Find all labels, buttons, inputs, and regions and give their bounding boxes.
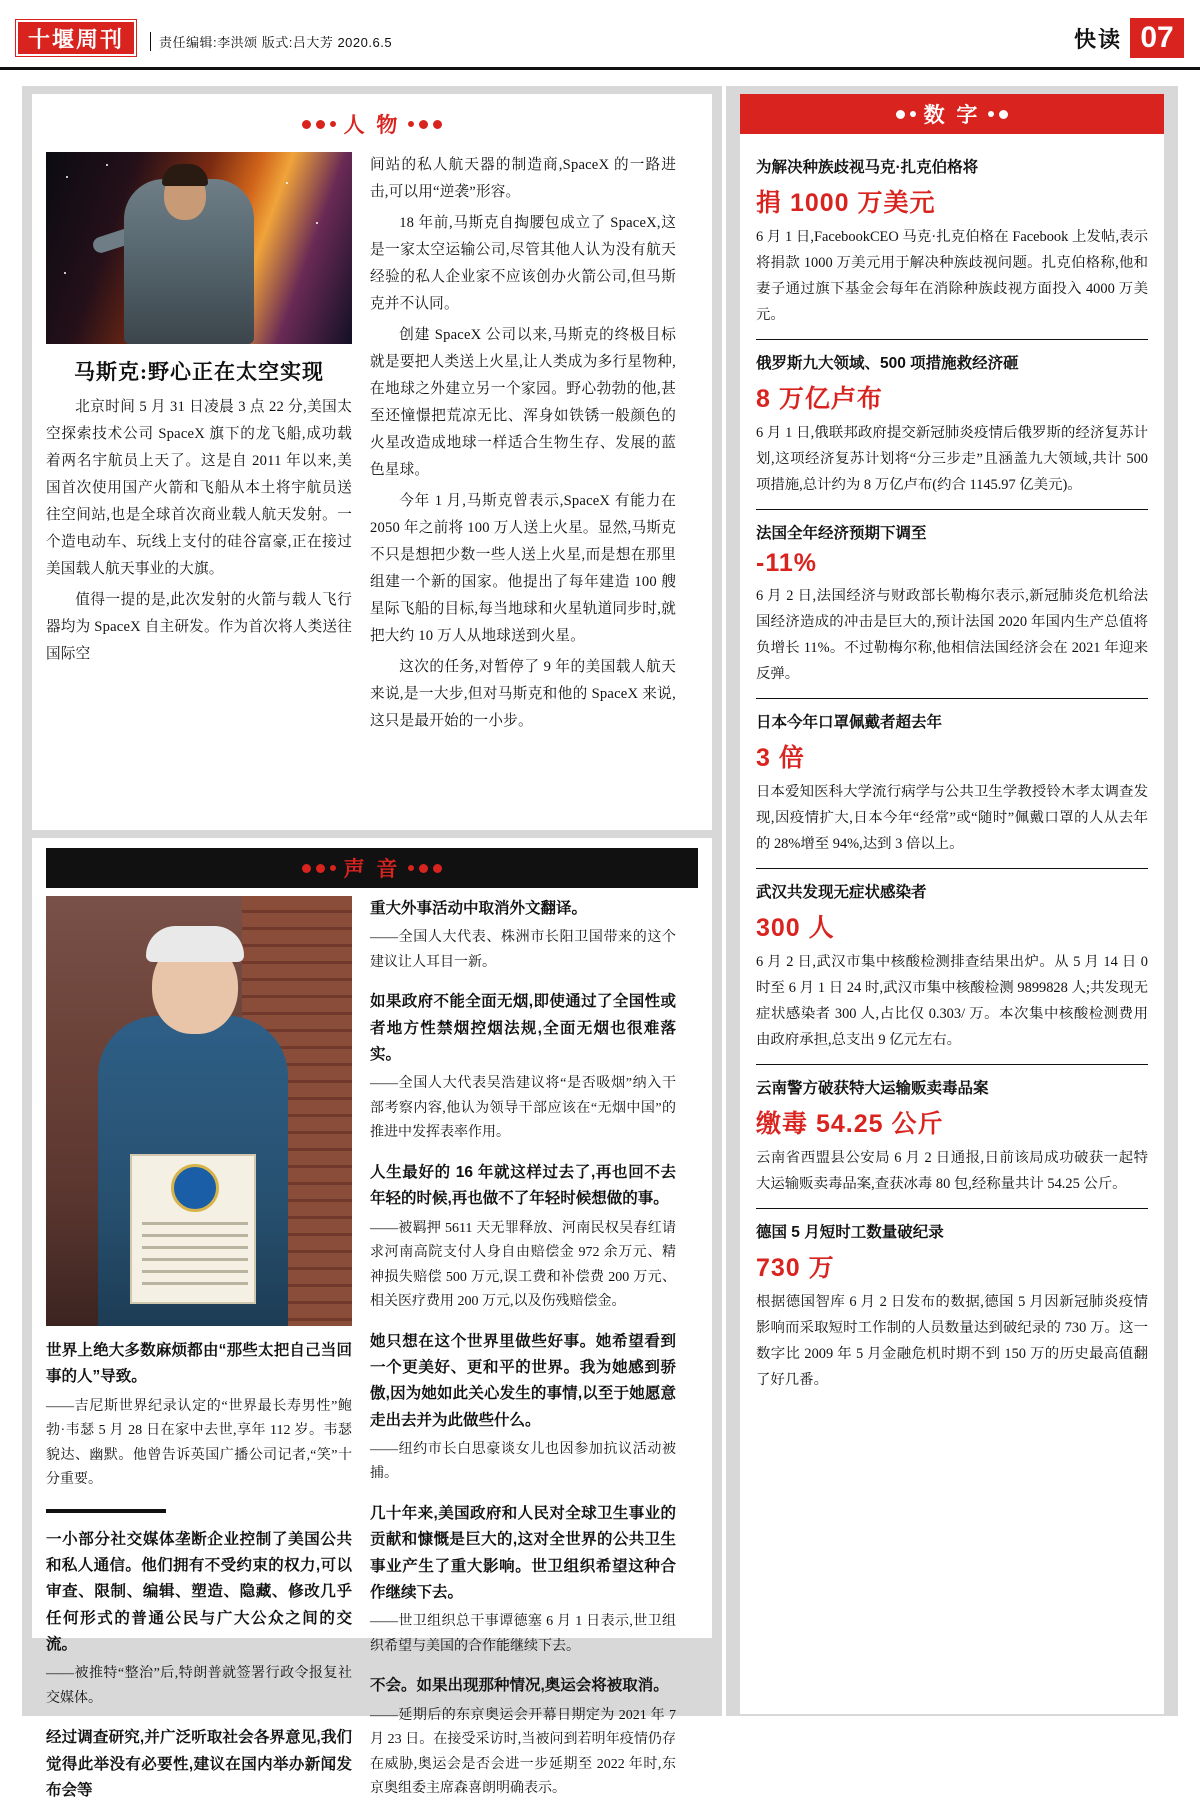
people-banner bbox=[46, 104, 698, 144]
people-paragraph: 间站的私人航天器的制造商,SpaceX 的一路进击,可以用“逆袭”形容。 bbox=[370, 157, 676, 200]
photo-hair bbox=[146, 926, 244, 962]
number-body: 日本爱知医科大学流行病学与公共卫生学教授铃木孝太调查发现,因疫情扩大,日本今年“经常”或“随时”佩戴口罩的人从去年的 28%增至 94%,达到 3 倍以上。 bbox=[756, 784, 1148, 852]
voice-banner-label: 声 音 bbox=[343, 858, 401, 881]
quote-source: ——世卫组织总干事谭德塞 6 月 1 日表示,世卫组织希望与美国的合作能继续下去。 bbox=[370, 1614, 676, 1654]
quote-text: 如果政府不能全面无烟,即使通过了全国性或者地方性禁烟控烟法规,全面无烟也很难落实。 bbox=[370, 993, 676, 1064]
number-headline: 为解决种族歧视马克·扎克伯格将 bbox=[756, 159, 979, 176]
number-body: 6 月 2 日,武汉市集中核酸检测排查结果出炉。从 5 月 14 日 0 时至 6 月 1 日 24 时,武汉市集中核酸检测 9899828 人;共发现无症状感染者 300 人,占比仅 0.303/ 万。本次集中核酸检测费用由政府承担,总支出 9 亿元左右。 bbox=[756, 954, 1148, 1048]
people-article bbox=[32, 94, 712, 830]
people-paragraph: 这次的任务,对暂停了 9 年的美国载人航天来说,是一大步,但对马斯克和他的 SpaceX 来说,这只是最开始的一小步。 bbox=[370, 658, 676, 729]
voice-col-right bbox=[370, 896, 676, 1818]
photo-hair bbox=[162, 164, 208, 186]
quote-text: 不会。如果出现那种情况,奥运会将被取消。 bbox=[370, 1677, 669, 1695]
editor-credits: 责任编辑:李洪颂 版式:吕大芳 2020.6.5 bbox=[150, 32, 392, 51]
number-item bbox=[756, 869, 1148, 1065]
quote-block bbox=[370, 896, 676, 975]
masthead-right bbox=[1074, 18, 1184, 58]
oldest-man-photo bbox=[46, 896, 352, 1326]
quote-block bbox=[370, 1329, 676, 1487]
numbers-panel bbox=[740, 134, 1164, 1714]
number-body: 根据德国智库 6 月 2 日发布的数据,德国 5 月因新冠肺炎疫情影响而采取短时工作制的人员数量达到破纪录的 730 万。这一数字比 2009 年 5 月金融危机时期不到 150 万的历史最高值翻了好几番。 bbox=[756, 1294, 1148, 1388]
numbers-banner bbox=[740, 94, 1164, 134]
number-headline: 法国全年经济预期下调至 bbox=[756, 524, 927, 542]
number-headline: 德国 5 月短时工数量破纪录 bbox=[756, 1223, 944, 1241]
masthead bbox=[0, 0, 1200, 70]
page-body bbox=[22, 86, 1178, 1800]
quote-text: 世界上绝大多数麻烦都由“那些太把自己当回事的人”导致。 bbox=[46, 1342, 352, 1386]
banner-dots-right bbox=[408, 120, 442, 129]
page-number: 07 bbox=[1130, 18, 1184, 58]
number-item bbox=[756, 510, 1148, 699]
banner-dots-left bbox=[302, 864, 336, 873]
people-col-right bbox=[370, 152, 676, 739]
quote-source: ——被羁押 5611 天无罪释放、河南民权吴春红请求河南高院支付人身自由赔偿金 972 余万元、精神损失赔偿 500 万元,误工费和补偿费 200 万元、相关医疗费用 200 万元,以及伤残赔偿金。 bbox=[370, 1220, 676, 1310]
banner-dots-left bbox=[302, 120, 336, 129]
quote-block bbox=[46, 1338, 352, 1493]
number-headline: 日本今年口罩佩戴者超去年 bbox=[756, 713, 943, 731]
people-paragraph: 18 年前,马斯克自掏腰包成立了 SpaceX,这是一家太空运输公司,尽管其他人认为没有航天经验的私人企业家不应该创办火箭公司,但马斯克并不认同。 bbox=[370, 214, 676, 312]
number-item bbox=[756, 340, 1148, 510]
number-headline: 云南警方破获特大运输贩卖毒品案 bbox=[756, 1079, 989, 1097]
number-item bbox=[756, 699, 1148, 869]
quote-block bbox=[370, 1160, 676, 1315]
certificate-seal bbox=[171, 1164, 219, 1212]
quote-block bbox=[370, 1501, 676, 1659]
number-item bbox=[756, 144, 1148, 340]
number-value: 缴毒 54.25 公斤 bbox=[756, 1110, 944, 1139]
quote-text: 经过调查研究,并广泛听取社会各界意见,我们觉得此举没有必要性,建议在国内举办新闻发布会等 bbox=[46, 1729, 352, 1800]
number-body: 6 月 2 日,法国经济与财政部长勒梅尔表示,新冠肺炎危机给法国经济造成的冲击是巨大的,预计法国 2020 年国内生产总值将负增长 11%。不过勒梅尔称,他相信法国经济会在 2021 年迎来反弹。 bbox=[756, 588, 1148, 682]
voice-col-left bbox=[46, 896, 352, 1818]
musk-photo bbox=[46, 152, 352, 344]
quote-block bbox=[370, 1673, 676, 1801]
banner-dots-right bbox=[408, 864, 442, 873]
people-headline: 马斯克:野心正在太空实现 bbox=[74, 360, 324, 384]
quote-block bbox=[46, 1527, 352, 1712]
banner-dots-left bbox=[896, 110, 916, 119]
quote-text: 她只想在这个世界里做些好事。她希望看到一个更美好、更和平的世界。我为她感到骄傲,因为她如此关心发生的事情,以至于她愿意走出去并为此做些什么。 bbox=[370, 1332, 676, 1429]
people-paragraph: 北京时间 5 月 31 日凌晨 3 点 22 分,美国太空探索技术公司 SpaceX 旗下的龙飞船,成功载着两名宇航员上天了。这是自 2011 年以来,美国首次使用国产火箭和飞船从本土将宇航员送往空间站,也是全球首次商业载人航天发射。一个造电动车、玩线上支付的硅谷富豪,正在接过美国载人航天事业的大旗。 bbox=[46, 399, 352, 577]
people-columns bbox=[46, 152, 698, 739]
photo-certificate bbox=[130, 1154, 256, 1304]
people-paragraph: 创建 SpaceX 公司以来,马斯克的终极目标就是要把人类送上火星,让人类成为多行星物种,在地球之外建立另一个家园。野心勃勃的他,甚至还憧憬把荒凉无比、浑身如铁锈一般颜色的火星改造成地球一样适合生物生存、发展的蓝色星球。 bbox=[370, 326, 676, 478]
numbers-banner-label: 数 字 bbox=[923, 104, 981, 127]
voice-article bbox=[32, 838, 712, 1800]
people-paragraph: 值得一提的是,此次发射的火箭与载人飞行器均为 SpaceX 自主研发。作为首次将人类送往国际空 bbox=[46, 591, 352, 662]
quote-source: ——吉尼斯世界纪录认定的“世界最长寿男性”鲍勃·韦瑟 5 月 28 日在家中去世,享年 112 岁。韦瑟貌达、幽默。他曾告诉英国广播公司记者,“笑”十分重要。 bbox=[46, 1398, 352, 1488]
quote-block bbox=[370, 989, 676, 1146]
number-value: 730 万 bbox=[756, 1254, 835, 1283]
number-body: 6 月 1 日,FacebookCEO 马克·扎克伯格在 Facebook 上发帖,表示将捐款 1000 万美元用于解决种族歧视问题。扎克伯格称,他和妻子通过旗下基金会每年在消除种族歧视方面投入 4000 万美元。 bbox=[756, 229, 1148, 324]
voice-banner bbox=[46, 848, 698, 888]
number-value: -11% bbox=[756, 549, 817, 578]
quote-source: ——延期后的东京奥运会开幕日期定为 2021 年 7 月 23 日。在接受采访时,当被问到若明年疫情仍存在威胁,奥运会是否会进一步延期至 2022 年时,东京奥组委主席森喜朗明确表示。 bbox=[370, 1707, 676, 1797]
quote-source: ——被推特“整治”后,特朗普就签署行政令报复社交媒体。 bbox=[46, 1666, 352, 1706]
left-column bbox=[22, 86, 722, 1800]
section-name: 快读 bbox=[1073, 26, 1122, 52]
quote-text: 人生最好的 16 年就这样过去了,再也回不去年轻的时候,再也做不了年轻时候想做的事。 bbox=[370, 1163, 676, 1208]
quote-text: 几十年来,美国政府和人民对全球卫生事业的贡献和慷慨是巨大的,这对全世界的公共卫生事业产生了重大影响。世卫组织希望这种合作继续下去。 bbox=[370, 1504, 676, 1601]
people-paragraph: 今年 1 月,马斯克曾表示,SpaceX 有能力在 2050 年之前将 100 万人送上火星。显然,马斯克不只是想把少数一些人送上火星,而是想在那里组建一个新的国家。他提出了每年建造 100 艘星际飞船的目标,每当地球和火星轨道同步时,就把大约 10 万人从地球送到火星。 bbox=[370, 492, 676, 644]
people-col-left bbox=[46, 152, 352, 739]
number-value: 捐 1000 万美元 bbox=[756, 189, 936, 218]
quote-text: 一小部分社交媒体垄断企业控制了美国公共和私人通信。他们拥有不受约束的权力,可以审查、限制、编辑、塑造、隐藏、修改几乎任何形式的普通公民与广大公众之间的交流。 bbox=[46, 1530, 352, 1654]
divider bbox=[46, 1509, 166, 1513]
number-value: 3 倍 bbox=[756, 744, 805, 773]
voice-columns bbox=[46, 896, 698, 1818]
number-item bbox=[756, 1209, 1148, 1404]
number-item bbox=[756, 1065, 1148, 1209]
number-body: 云南省西盟县公安局 6 月 2 日通报,日前该局成功破获一起特大运输贩卖毒品案,查获冰毒 80 包,经称量共计 54.25 公斤。 bbox=[756, 1150, 1148, 1193]
number-headline: 俄罗斯九大领域、500 项措施救经济砸 bbox=[756, 354, 1019, 372]
right-column bbox=[722, 86, 1178, 1716]
quote-block bbox=[46, 1725, 352, 1804]
quote-source: ——全国人大代表、株洲市长阳卫国带来的这个建议让人耳目一新。 bbox=[370, 930, 676, 970]
banner-dots-right bbox=[988, 110, 1008, 119]
number-headline: 武汉共发现无症状感染者 bbox=[756, 883, 927, 901]
number-value: 300 人 bbox=[756, 914, 835, 943]
quote-source: ——全国人大代表吴浩建议将“是否吸烟”纳入干部考察内容,他认为领导干部应该在“无烟中国”的推进中发挥表率作用。 bbox=[370, 1076, 676, 1141]
quote-text: 重大外事活动中取消外文翻译。 bbox=[370, 900, 588, 917]
number-body: 6 月 1 日,俄联邦政府提交新冠肺炎疫情后俄罗斯的经济复苏计划,这项经济复苏计划将“分三步走”且涵盖九大领域,共计 500 项措施,总计约为 8 万亿卢布(约合 1145.97 亿美元)。 bbox=[756, 425, 1148, 494]
publication-logo: 十堰周刊 bbox=[16, 20, 136, 56]
number-value: 8 万亿卢布 bbox=[756, 385, 883, 414]
people-banner-label: 人 物 bbox=[343, 114, 401, 137]
quote-source: ——纽约市长白思豪谈女儿也因参加抗议活动被捕。 bbox=[370, 1441, 676, 1482]
